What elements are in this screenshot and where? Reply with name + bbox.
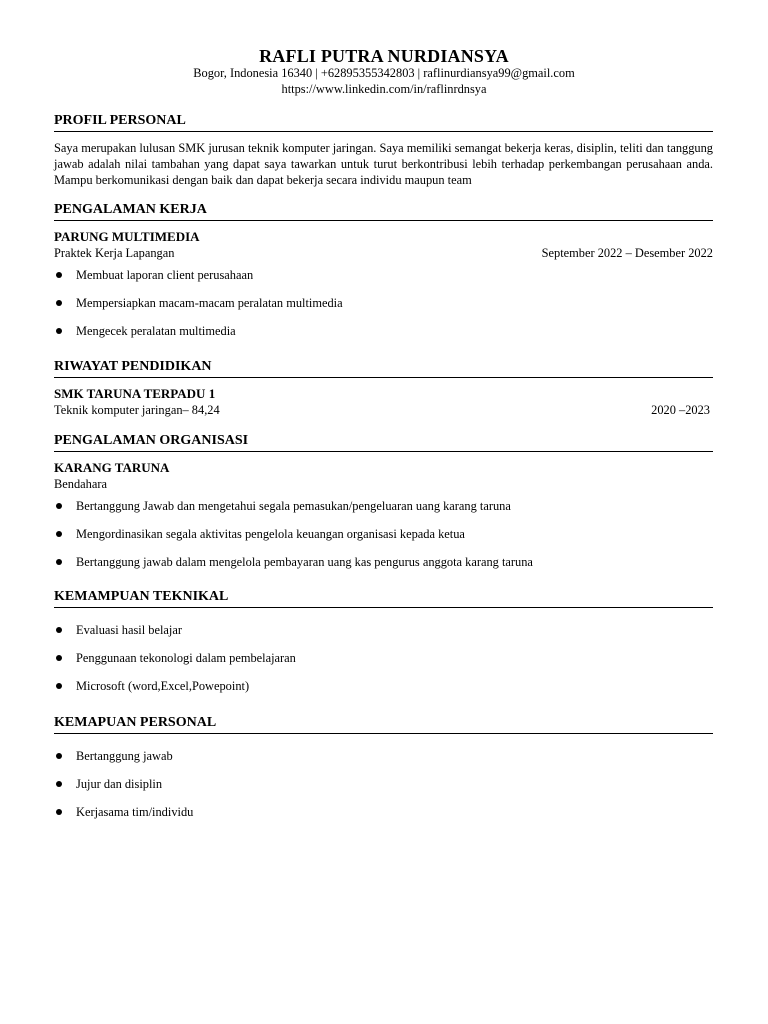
list-item: Kerjasama tim/individu xyxy=(54,804,713,820)
pendidikan-period: 2020 –2023 xyxy=(651,403,710,417)
candidate-name: RAFLI PUTRA NURDIANSYA xyxy=(259,46,509,66)
list-item: Bertanggung jawab xyxy=(54,748,713,764)
list-item: Jujur dan disiplin xyxy=(54,776,713,792)
kerja-role: Praktek Kerja Lapangan xyxy=(54,246,175,260)
section-pendidikan xyxy=(54,358,713,418)
linkedin-link[interactable]: https://www.linkedin.com/in/raflinrdnsya xyxy=(281,82,487,96)
teknikal-list xyxy=(54,622,713,694)
kerja-list xyxy=(54,267,713,339)
pendidikan-school: SMK TARUNA TERPADU 1 xyxy=(54,386,216,401)
section-kerja xyxy=(54,201,713,351)
section-title-teknikal: KEMAMPUAN TEKNIKAL xyxy=(54,588,713,608)
list-item: Membuat laporan client perusahaan xyxy=(54,267,713,283)
section-personal xyxy=(54,714,713,832)
section-title-pendidikan: RIWAYAT PENDIDIKAN xyxy=(54,358,713,378)
organisasi-name: KARANG TARUNA xyxy=(54,460,170,475)
section-title-kerja: PENGALAMAN KERJA xyxy=(54,201,713,221)
section-profil xyxy=(54,112,713,188)
kerja-company: PARUNG MULTIMEDIA xyxy=(54,229,200,244)
list-item: Evaluasi hasil belajar xyxy=(54,622,713,638)
section-title-profil: PROFIL PERSONAL xyxy=(54,112,713,132)
kerja-role-row xyxy=(54,245,713,261)
list-item: Mempersiapkan macam-macam peralatan multimedia xyxy=(54,295,713,311)
list-item: Mengordinasikan segala aktivitas pengelola keuangan organisasi kepada ketua xyxy=(54,526,713,542)
pendidikan-major: Teknik komputer jaringan– 84,24 xyxy=(54,403,220,417)
section-title-personal: KEMAPUAN PERSONAL xyxy=(54,714,713,734)
organisasi-role: Bendahara xyxy=(54,477,107,491)
pendidikan-row xyxy=(54,402,713,418)
profil-text: Saya merupakan lulusan SMK jurusan teknik komputer jaringan. Saya memiliki semangat bekerja keras, disiplin, teliti dan tanggung jawab adalah nilai tambahan yang dapat saya tawarkan untuk turut berkontribusi lebih terhadap perkembangan perusahaan anda. Mampu berkomunikasi dengan baik dan dapat bekerja secara individu maupun team xyxy=(54,141,713,187)
list-item: Bertanggung Jawab dan mengetahui segala pemasukan/pengeluaran uang karang taruna xyxy=(54,498,713,514)
contact-line: Bogor, Indonesia 16340 | +62895355342803 | raflinurdiansya99@gmail.com xyxy=(193,66,575,80)
section-title-organisasi: PENGALAMAN ORGANISASI xyxy=(54,432,713,452)
list-item: Bertanggung jawab dalam mengelola pembayaran uang kas pengurus anggota karang taruna xyxy=(54,554,713,570)
kerja-period: September 2022 – Desember 2022 xyxy=(541,246,713,260)
list-item: Microsoft (word,Excel,Powepoint) xyxy=(54,678,713,694)
section-teknikal xyxy=(54,588,713,706)
section-organisasi xyxy=(54,432,713,582)
organisasi-list xyxy=(54,498,713,570)
list-item: Mengecek peralatan multimedia xyxy=(54,323,713,339)
personal-list xyxy=(54,748,713,820)
list-item: Penggunaan tekonologi dalam pembelajaran xyxy=(54,650,713,666)
organisasi-role-row xyxy=(54,476,713,492)
